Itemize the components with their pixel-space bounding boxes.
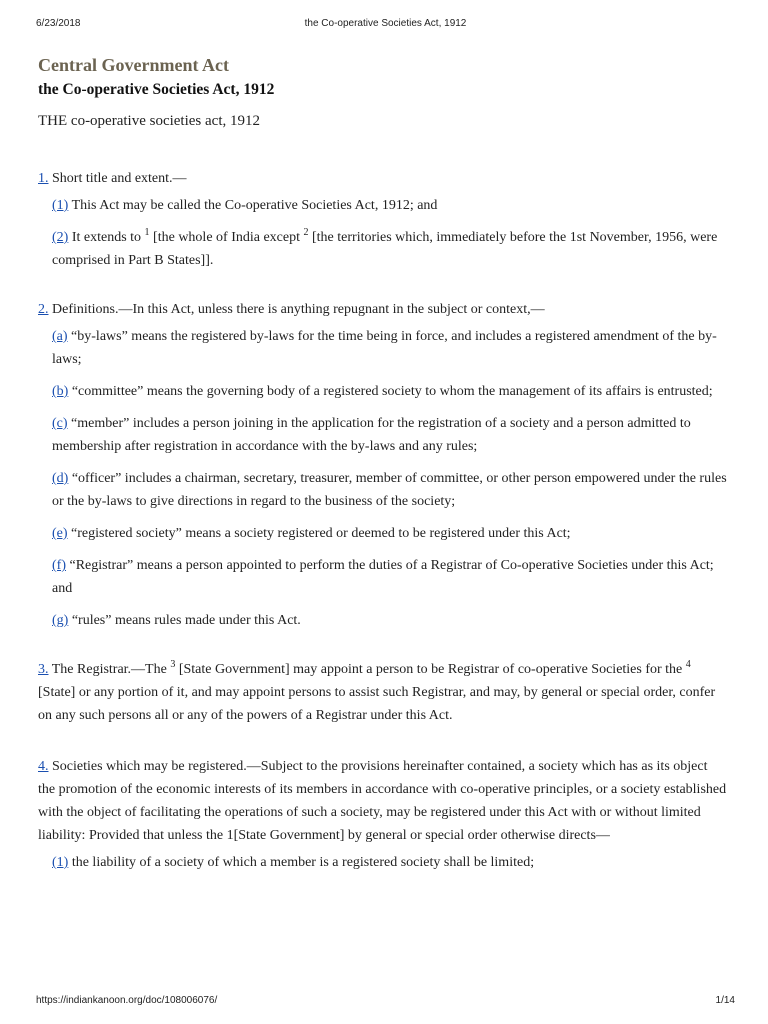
definition-item: [52, 609, 728, 632]
section-3: [38, 658, 728, 727]
section-number-link[interactable]: 1.: [38, 171, 49, 186]
subsection-number-link[interactable]: (1): [52, 855, 69, 870]
document-subtitle: THE co-operative societies act, 1912: [38, 113, 260, 129]
section-number-link[interactable]: 2.: [38, 302, 49, 317]
footnote-marker: 1: [144, 227, 150, 238]
definition-text: “member” includes a person joining in the application for the registration of a society and a person admitted to membership after registration in accordance with the by-laws and any rules;: [52, 416, 691, 454]
subsection-text: It extends to: [68, 230, 145, 245]
source-url[interactable]: https://indiankanoon.org/doc/108006076/: [36, 995, 218, 1006]
subsection-item: [52, 851, 728, 874]
subsection-number-link[interactable]: (1): [52, 198, 69, 213]
definition-item: [52, 554, 728, 600]
definition-text: “committee” means the governing body of a registered society to whom the management of its affairs is entrusted;: [68, 384, 713, 399]
section-2: [38, 298, 728, 632]
definition-item: [52, 522, 728, 545]
definition-item: [52, 412, 728, 458]
definition-text: “Registrar” means a person appointed to perform the duties of a Registrar of Co-operative Societies under this Act; and: [52, 558, 714, 596]
page-counter: 1/14: [715, 995, 735, 1006]
clause-number-link[interactable]: (d): [52, 471, 69, 486]
section-paragraph: [38, 658, 728, 727]
definition-text: “rules” means rules made under this Act.: [68, 613, 301, 628]
print-footer: [36, 995, 735, 1009]
definition-text: “registered society” means a society registered or deemed to be registered under this Act;: [67, 526, 571, 541]
print-date: 6/23/2018: [36, 18, 81, 29]
footnote-marker: 4: [685, 659, 691, 670]
section-text: [State Government] may appoint a person to be Registrar of co-operative Societies for the: [175, 662, 686, 677]
clause-number-link[interactable]: (e): [52, 526, 68, 541]
print-page-title: the Co-operative Societies Act, 1912: [304, 18, 467, 29]
section-heading-text: Definitions.—In this Act, unless there is anything repugnant in the subject or context,—: [48, 302, 545, 317]
section-text: [State] or any portion of it, and may appoint persons to assist such Registrar, and may, by general or special order, confer on any such persons all or any of the powers of a Registrar under this Act.: [38, 685, 716, 723]
print-header: [36, 18, 735, 32]
section-heading: [38, 298, 728, 321]
definition-text: “officer” includes a chairman, secretary, treasurer, member of committee, or other person empowered under the rules or the by-laws to give directions in regard to the business of the society;: [52, 471, 727, 509]
subsection-item: [52, 194, 728, 217]
footnote-marker: 2: [303, 227, 309, 238]
section-heading: [38, 167, 728, 190]
subsection-text: [the whole of India except: [149, 230, 304, 245]
document-body: [38, 54, 728, 874]
footnote-marker: 3: [170, 659, 176, 670]
section-number-link[interactable]: 4.: [38, 759, 49, 774]
section-text: The Registrar.—The: [48, 662, 171, 677]
definition-item: [52, 380, 728, 403]
section-1: [38, 167, 728, 272]
document-title: the Co-operative Societies Act, 1912: [38, 81, 275, 98]
clause-number-link[interactable]: (b): [52, 384, 69, 399]
section-heading-text: Short title and extent.—: [48, 171, 187, 186]
subsection-text: This Act may be called the Co-operative Societies Act, 1912; and: [68, 198, 438, 213]
clause-number-link[interactable]: (g): [52, 613, 69, 628]
document-type-label: Central Government Act: [38, 55, 229, 75]
definition-item: [52, 325, 728, 371]
definition-item: [52, 467, 728, 513]
subsection-item: [52, 226, 728, 272]
section-number-link[interactable]: 3.: [38, 662, 49, 677]
subsection-text: the liability of a society of which a member is a registered society shall be limited;: [68, 855, 535, 870]
clause-number-link[interactable]: (f): [52, 558, 66, 573]
section-text: Societies which may be registered.—Subject to the provisions hereinafter contained, a society which has as its object the promotion of the economic interests of its members in accordance with co-operative principles, or a society established with the object of facilitating the operations of such a society, may be registered under this Act with or without limited liability: Provided that unless the 1[State Government] by general or special order otherwise directs—: [38, 759, 727, 843]
definition-text: “by-laws” means the registered by-laws for the time being in force, and includes a registered amendment of the by-laws;: [52, 329, 717, 367]
subsection-text: [the territories which, immediately before the 1st November, 1956, were comprised in Part B States]].: [52, 230, 718, 268]
section-4: [38, 755, 728, 874]
subsection-number-link[interactable]: (2): [52, 230, 69, 245]
section-paragraph: [38, 755, 728, 847]
clause-number-link[interactable]: (a): [52, 329, 68, 344]
clause-number-link[interactable]: (c): [52, 416, 68, 431]
